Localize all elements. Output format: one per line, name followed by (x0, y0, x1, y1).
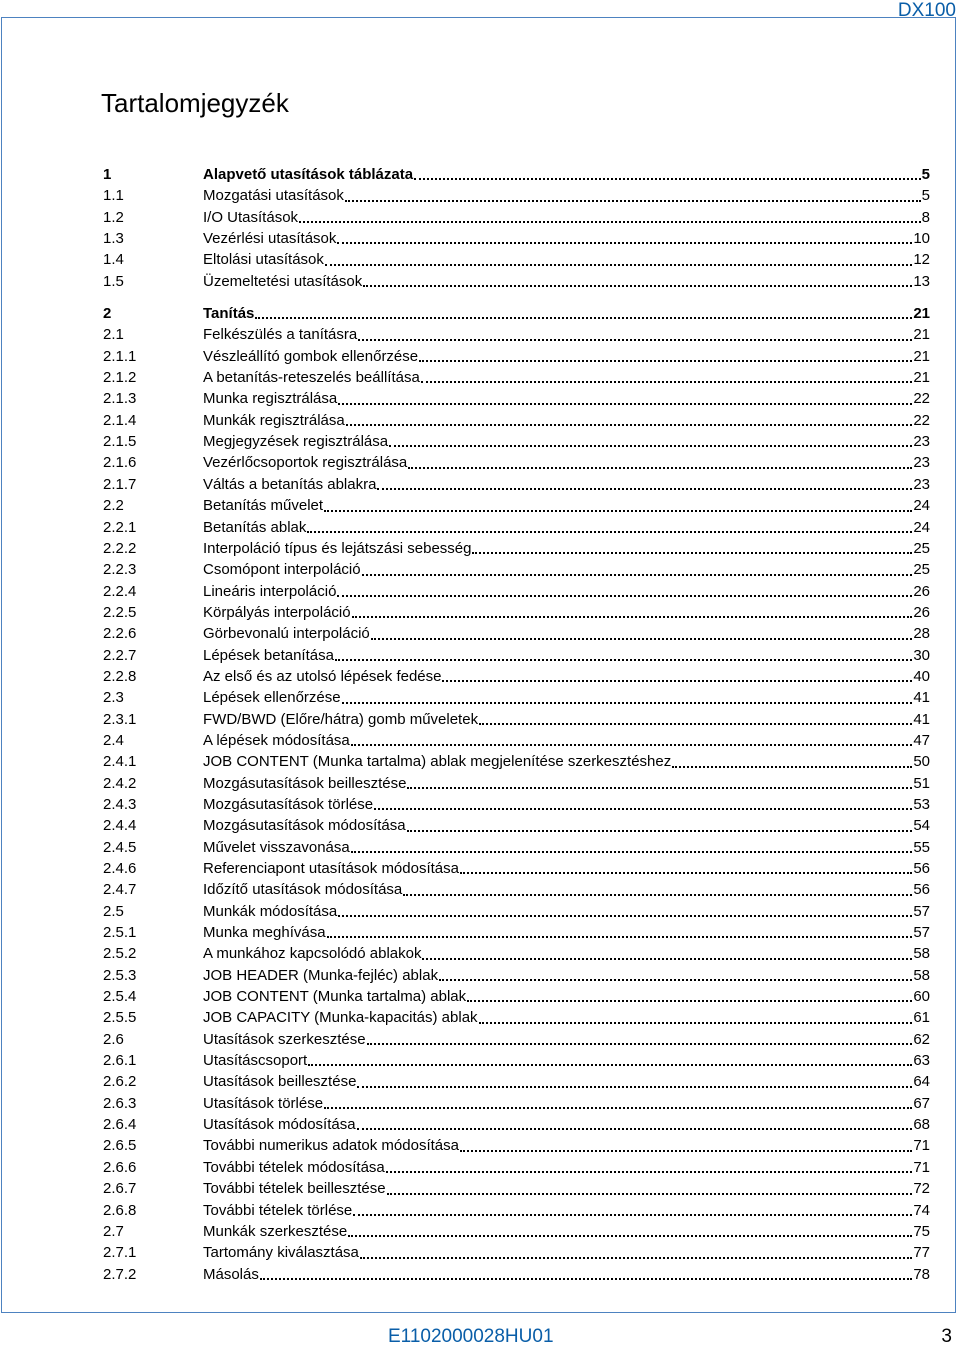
toc-entry-number: 2.4 (103, 731, 124, 749)
toc-entry-title: JOB CAPACITY (Munka-kapacitás) ablak (203, 1009, 478, 1027)
dot-leader (337, 242, 912, 244)
toc-entry-page: 61 (913, 1009, 930, 1027)
toc-entry-title: Referenciapont utasítások módosítása (203, 860, 459, 877)
dot-leader (299, 221, 921, 223)
toc-entry[interactable] (103, 559, 930, 580)
dot-leader (377, 488, 912, 490)
toc-entry-page: 21 (913, 326, 930, 344)
toc-entry[interactable] (103, 324, 930, 345)
toc-entry-number: 2.6.8 (103, 1201, 137, 1219)
dot-leader (352, 616, 913, 618)
header-doc-code: DX100 (897, 0, 956, 21)
toc-entry-number: 2.5.4 (103, 988, 137, 1006)
toc-entry-page: 72 (913, 1180, 930, 1198)
toc-entry-page: 40 (913, 667, 930, 685)
toc-entry-number: 2.6.6 (103, 1158, 137, 1176)
toc-entry-page: 21 (913, 347, 930, 365)
toc-entry-number: 2.7.1 (103, 1244, 137, 1262)
toc-entry-title: Tartomány kiválasztása (203, 1244, 359, 1262)
toc-entry[interactable] (103, 1071, 930, 1092)
toc-entry[interactable] (103, 794, 930, 815)
toc-entry[interactable] (103, 185, 930, 206)
dot-leader (351, 851, 913, 853)
toc-entry-page: 50 (913, 753, 930, 771)
toc-entry[interactable] (103, 1029, 930, 1050)
toc-entry-page: 51 (913, 774, 930, 792)
dot-leader (374, 808, 912, 810)
toc-entry-number: 1.3 (103, 230, 124, 248)
page-title: Tartalomjegyzék (101, 88, 289, 118)
toc-entry-page: 28 (913, 625, 930, 643)
toc-entry-number: 2.1.4 (103, 411, 137, 429)
toc-entry-page: 63 (913, 1052, 930, 1070)
toc-entry[interactable] (103, 815, 930, 836)
toc-entry-page: 56 (913, 860, 930, 877)
dot-leader (255, 317, 912, 319)
dot-leader (346, 424, 913, 426)
toc-entry-title: Utasítások beillesztése (203, 1073, 357, 1091)
toc-entry-number: 2.2.2 (103, 539, 137, 557)
dot-leader (672, 766, 912, 768)
dot-leader (439, 979, 912, 981)
toc-entry[interactable] (103, 751, 930, 772)
dot-leader (358, 339, 912, 341)
toc-entry-page: 41 (913, 710, 930, 728)
dot-leader (342, 702, 913, 704)
toc-entry[interactable] (103, 1242, 930, 1263)
toc-entry-title: További tételek beillesztése (203, 1180, 386, 1198)
toc-entry[interactable] (103, 922, 930, 943)
toc-entry-number: 2.2.4 (103, 582, 137, 600)
toc-entry[interactable] (103, 303, 930, 324)
toc-entry-page: 58 (913, 966, 930, 984)
toc-entry-page: 56 (913, 881, 930, 899)
dot-leader (371, 638, 913, 640)
toc-entry-title: Mozgásutasítások törlése (203, 795, 374, 813)
toc-entry[interactable] (103, 1050, 930, 1071)
toc-entry-number: 2.4.2 (103, 774, 137, 792)
toc-entry[interactable] (103, 517, 930, 538)
dot-leader (360, 1257, 912, 1259)
toc-entry-number: 2.4.7 (103, 881, 137, 899)
toc-entry-title: Csomópont interpoláció (203, 561, 361, 579)
toc-entry-title: Alapvető utasítások táblázata (203, 166, 414, 183)
toc-entry[interactable] (103, 965, 930, 986)
toc-entry-page: 58 (913, 945, 930, 963)
dot-leader (357, 1128, 913, 1130)
toc-entry-page: 74 (913, 1201, 930, 1219)
toc-entry[interactable] (103, 623, 930, 644)
dot-leader (324, 1107, 912, 1109)
toc-entry-number: 2.6.1 (103, 1052, 137, 1070)
toc-entry-page: 23 (913, 454, 930, 472)
toc-entry-page: 22 (913, 390, 930, 408)
toc-entry-number: 2.6 (103, 1030, 124, 1048)
toc-entry-number: 2.6.5 (103, 1137, 137, 1155)
toc-entry-title: Görbevonalú interpoláció (203, 625, 370, 643)
toc-entry-number: 2.2.6 (103, 625, 137, 643)
toc-entry-number: 2.2.5 (103, 603, 137, 621)
toc-entry[interactable] (103, 346, 930, 367)
toc-entry-page: 22 (913, 411, 930, 429)
toc-entry-number: 2.6.3 (103, 1094, 137, 1112)
toc-entry[interactable] (103, 1114, 930, 1135)
toc-entry-number: 2.3.1 (103, 710, 137, 728)
toc-entry-number: 2.1.5 (103, 433, 137, 451)
toc-entry-title: JOB CONTENT (Munka tartalma) ablak (203, 988, 467, 1006)
toc-entry-title: Mozgásutasítások beillesztése (203, 774, 407, 792)
dot-leader (357, 1086, 912, 1088)
toc-entry[interactable] (103, 837, 930, 858)
toc-entry-number: 1.1 (103, 187, 124, 205)
toc-entry-page: 47 (913, 731, 930, 749)
toc-entry-title: Lépések betanítása (203, 646, 334, 664)
toc-entry[interactable] (103, 901, 930, 922)
toc-entry-title: A munkához kapcsolódó ablakok (203, 945, 422, 963)
toc-entry-number: 2.6.7 (103, 1180, 137, 1198)
dot-leader (389, 445, 912, 447)
toc-entry-number: 2.6.4 (103, 1116, 137, 1134)
dot-leader (479, 723, 912, 725)
toc-entry-page: 26 (913, 603, 930, 621)
toc-entry[interactable] (103, 581, 930, 602)
toc-entry-page: 25 (913, 561, 930, 579)
toc-entry-title: A betanítás-reteszelés beállítása (203, 369, 420, 387)
dot-leader (479, 1022, 913, 1024)
toc-entry-number: 2.7.2 (103, 1265, 137, 1283)
dot-leader (386, 1171, 913, 1173)
toc-entry[interactable] (103, 1157, 930, 1178)
footer-page-number: 3 (941, 1326, 952, 1347)
toc-entry-page: 57 (913, 902, 930, 920)
toc-entry[interactable] (103, 249, 930, 270)
toc-entry-number: 2.1.2 (103, 369, 137, 387)
toc-entry-page: 23 (913, 433, 930, 451)
toc-entry[interactable] (103, 986, 930, 1007)
toc-entry-title: JOB HEADER (Munka-fejléc) ablak (203, 966, 439, 984)
toc-entry-page: 55 (913, 838, 930, 856)
toc-entry-page: 68 (913, 1116, 930, 1134)
dot-leader (460, 872, 912, 874)
toc-entry[interactable] (103, 1093, 930, 1114)
dot-leader (467, 1000, 912, 1002)
toc-entry-title: Mozgatási utasítások (203, 187, 344, 205)
dot-leader (308, 1064, 912, 1066)
toc-entry-page: 24 (913, 497, 930, 515)
toc-entry-title: Lineáris interpoláció (203, 582, 337, 600)
dot-leader (351, 744, 913, 746)
dot-leader (408, 467, 912, 469)
toc-entry-title: Vészleállító gombok ellenőrzése (203, 347, 419, 365)
toc-entry-number: 2.1.1 (103, 347, 137, 365)
toc-entry-title: Eltolási utasítások (203, 251, 324, 269)
toc-entry-title: Betanítás művelet (203, 497, 324, 515)
toc-entry-page: 26 (913, 582, 930, 600)
dot-leader (422, 958, 912, 960)
toc-entry-page: 12 (913, 251, 930, 269)
toc-entry-title: Felkészülés a tanításra (203, 326, 358, 344)
toc-entry[interactable] (103, 1007, 930, 1028)
toc-entry[interactable] (103, 495, 930, 516)
toc-entry-number: 2.4.6 (103, 860, 137, 877)
toc-entry-title: Vezérlőcsoportok regisztrálása (203, 454, 408, 472)
toc-entry-number: 2.4.1 (103, 753, 137, 771)
toc-entry[interactable] (103, 858, 930, 879)
toc-entry-page: 21 (913, 369, 930, 387)
dot-leader (460, 1150, 912, 1152)
dot-leader (403, 894, 912, 896)
toc-entry-number: 2.5.5 (103, 1009, 137, 1027)
toc-entry[interactable] (103, 228, 930, 249)
toc-entry[interactable] (103, 367, 930, 388)
toc-entry-number: 2.2.8 (103, 667, 137, 685)
toc-entry-title: Interpoláció típus és lejátszási sebesség (203, 539, 472, 557)
toc-entry-page: 24 (913, 518, 930, 536)
toc-entry-title: Utasítások törlése (203, 1094, 324, 1112)
dot-leader (362, 574, 913, 576)
toc-entry-title: JOB CONTENT (Munka tartalma) ablak megjelenítése szerkesztéshez (203, 753, 672, 771)
toc-entry-number: 2.5 (103, 902, 124, 920)
dot-leader (407, 830, 913, 832)
dot-leader (387, 1193, 913, 1195)
toc-entry-number: 2 (103, 305, 112, 323)
toc-entry-number: 2.5.2 (103, 945, 137, 963)
toc-entry-title: Üzemeltetési utasítások (203, 272, 363, 290)
dot-leader (419, 360, 912, 362)
toc-entry-page: 77 (913, 1244, 930, 1262)
toc-entry-number: 2.7 (103, 1222, 124, 1240)
toc-entry-number: 2.1.3 (103, 390, 137, 408)
toc-entry-page: 30 (913, 646, 930, 664)
toc-entry-number: 2.3 (103, 689, 124, 707)
toc-entry-page: 8 (921, 208, 930, 226)
toc-entry-number: 2.5.1 (103, 924, 137, 942)
toc-entry[interactable] (103, 207, 930, 228)
toc-entry-title: Munkák módosítása (203, 902, 338, 920)
toc-entry-title: Másolás (203, 1265, 259, 1283)
toc-entry-title: Munka meghívása (203, 924, 326, 942)
toc-entry-title: Utasítások módosítása (203, 1116, 356, 1134)
toc-entry-page: 54 (913, 817, 930, 835)
dot-leader (335, 659, 912, 661)
toc-entry-title: Tanítás (203, 305, 255, 323)
toc-entry[interactable] (103, 709, 930, 730)
dot-leader (325, 264, 912, 266)
toc-entry-page: 71 (913, 1158, 930, 1176)
toc-entry-title: FWD/BWD (Előre/hátra) gomb műveletek (203, 710, 479, 728)
toc-entry[interactable] (103, 645, 930, 666)
toc-entry-number: 1 (103, 166, 112, 183)
dot-leader (472, 552, 912, 554)
dot-leader (353, 1214, 912, 1216)
dot-leader (442, 680, 912, 682)
dot-leader (338, 915, 912, 917)
toc-entry-title: Körpályás interpoláció (203, 603, 351, 621)
dot-leader (338, 403, 912, 405)
toc-entry[interactable] (103, 164, 930, 185)
toc-entry-page: 23 (913, 475, 930, 493)
toc-entry-number: 2.1 (103, 326, 124, 344)
dot-leader (414, 178, 921, 180)
toc-entry-title: Munkák regisztrálása (203, 411, 345, 429)
toc-entry[interactable] (103, 1264, 930, 1285)
toc-entry-title: Művelet visszavonása (203, 838, 350, 856)
toc-entry[interactable] (103, 410, 930, 431)
toc-entry-title: Időzítő utasítások módosítása (203, 881, 403, 899)
toc-entry-page: 25 (913, 539, 930, 557)
toc-entry-title: Munka regisztrálása (203, 390, 338, 408)
toc-entry-title: A lépések módosítása (203, 731, 350, 749)
toc-entry-title: További numerikus adatok módosítása (203, 1137, 459, 1155)
toc-entry-title: Megjegyzések regisztrálása (203, 433, 389, 451)
dot-leader (363, 285, 912, 287)
toc-entry-number: 2.2 (103, 497, 124, 515)
toc-entry-page: 78 (913, 1265, 930, 1283)
toc-entry-title: Lépések ellenőrzése (203, 689, 341, 707)
toc-entry-number: 2.2.7 (103, 646, 137, 664)
dot-leader (421, 381, 913, 383)
toc-entry-title: Utasításcsoport (203, 1052, 308, 1070)
toc-entry-number: 2.2.3 (103, 561, 137, 579)
toc-entry-title: Munkák szerkesztése (203, 1222, 348, 1240)
toc-entry-page: 57 (913, 924, 930, 942)
toc-entry-title: I/O Utasítások (203, 208, 299, 226)
toc-entry[interactable] (103, 431, 930, 452)
toc-entry-number: 2.4.4 (103, 817, 137, 835)
toc-entry-number: 1.5 (103, 272, 124, 290)
toc-entry-title: Váltás a betanítás ablakra (203, 475, 377, 493)
toc-entry[interactable] (103, 1200, 930, 1221)
toc-entry-title: További tételek törlése (203, 1201, 353, 1219)
dot-leader (324, 510, 912, 512)
toc-entry-page: 13 (913, 272, 930, 290)
toc-entry[interactable] (103, 879, 930, 900)
toc-entry-page: 5 (921, 187, 930, 205)
toc-entry[interactable] (103, 666, 930, 687)
toc-entry-title: További tételek módosítása (203, 1158, 385, 1176)
toc-entry[interactable] (103, 602, 930, 623)
toc-entry[interactable] (103, 452, 930, 473)
toc-entry[interactable] (103, 943, 930, 964)
toc-entry-page: 5 (921, 166, 930, 183)
toc-entry[interactable] (103, 1178, 930, 1199)
toc-entry-page: 10 (913, 230, 930, 248)
toc-entry[interactable] (103, 271, 930, 292)
toc-entry-number: 2.4.5 (103, 838, 137, 856)
dot-leader (345, 200, 921, 202)
toc-entry-page: 41 (913, 689, 930, 707)
table-of-contents (103, 164, 930, 1285)
toc-entry-number: 2.5.3 (103, 966, 137, 984)
toc-entry-title: Betanítás ablak (203, 518, 307, 536)
toc-entry[interactable] (103, 773, 930, 794)
toc-entry-number: 2.1.7 (103, 475, 137, 493)
dot-leader (337, 595, 912, 597)
toc-entry-title: Utasítások szerkesztése (203, 1030, 366, 1048)
toc-entry-number: 2.2.1 (103, 518, 137, 536)
toc-entry[interactable] (103, 388, 930, 409)
toc-entry[interactable] (103, 1221, 930, 1242)
toc-entry[interactable] (103, 730, 930, 751)
dot-leader (367, 1043, 913, 1045)
toc-entry-title: Az első és az utolsó lépések fedése (203, 667, 442, 685)
toc-entry-number: 1.2 (103, 208, 124, 226)
dot-leader (407, 787, 912, 789)
toc-entry[interactable] (103, 687, 930, 708)
toc-entry-number: 2.4.3 (103, 795, 137, 813)
toc-entry-number: 1.4 (103, 251, 124, 269)
toc-entry[interactable] (103, 474, 930, 495)
toc-entry[interactable] (103, 1135, 930, 1156)
toc-entry-page: 53 (913, 795, 930, 813)
toc-entry-number: 2.1.6 (103, 454, 137, 472)
footer-doc-id: E1102000028HU01 (388, 1326, 554, 1347)
toc-entry-page: 64 (913, 1073, 930, 1091)
toc-entry-page: 62 (913, 1030, 930, 1048)
dot-leader (348, 1235, 912, 1237)
toc-entry-page: 71 (913, 1137, 930, 1155)
toc-entry-page: 67 (913, 1094, 930, 1112)
dot-leader (327, 936, 913, 938)
dot-leader (260, 1278, 912, 1280)
dot-leader (307, 531, 912, 533)
toc-entry[interactable] (103, 538, 930, 559)
toc-entry-number: 2.6.2 (103, 1073, 137, 1091)
toc-entry-title: Vezérlési utasítások (203, 230, 337, 248)
toc-entry-title: Mozgásutasítások módosítása (203, 817, 406, 835)
toc-entry-page: 60 (913, 988, 930, 1006)
toc-entry-page: 75 (913, 1222, 930, 1240)
toc-entry-page: 21 (913, 305, 930, 323)
